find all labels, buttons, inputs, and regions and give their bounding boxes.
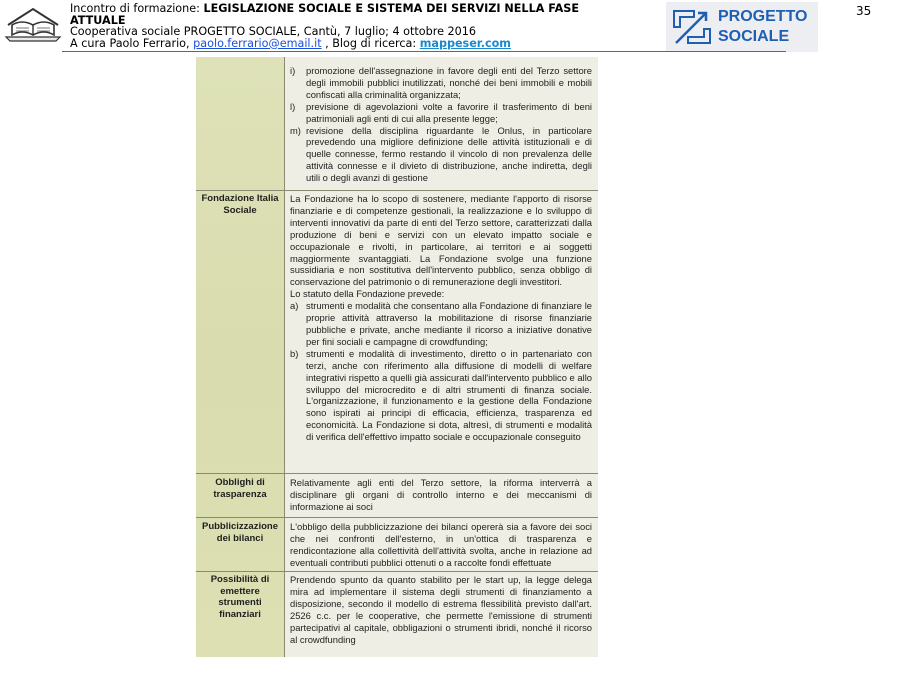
row-text-trasparenza: Relativamente agli enti del Terzo settore, la riforma interverrà a disciplinare gli organi di controllo interno e dei meccanismi di informazione ai soci <box>290 477 592 512</box>
row-divider <box>196 571 598 572</box>
header-line-2: ATTUALE <box>70 13 126 27</box>
logo-word-progetto: PROGETTO <box>718 8 808 25</box>
row-divider <box>196 517 598 518</box>
column-divider <box>284 57 285 657</box>
slide-header <box>70 3 650 49</box>
progetto-sociale-logo <box>666 2 818 52</box>
list-item: i) promozione dell'assegnazione in favore degli enti del Terzo settore degli immobili pubblici inutilizzati, nonché dei beni immobili e mobili confiscati alla criminalità organizzata; <box>290 65 592 100</box>
arrow-logo-icon <box>668 3 716 51</box>
course-title: LEGISLAZIONE SOCIALE E SISTEMA DEI SERVIZI NELLA FASE <box>203 2 579 15</box>
row-divider <box>196 190 598 191</box>
row-text-bilanci: L'obbligo della pubblicizzazione dei bilanci opererà sia a favore dei soci che nei confronti dell'esterno, in un'ottica di trasparenza e rendicontazione alla collettività dell'attività svolta, anche in relazione ad eventuali contributi pubblici ottenuti o a raccolte fondi effettuate <box>290 521 592 568</box>
list-item: m) revisione della disciplina riguardante le Onlus, in particolare prevedendo una migliore definizione delle attività istituzionali e di quelle connesse, fermo restando il vincolo di non prevalenza delle attività connesse e il divieto di distribuzione, anche indiretta, degli utili o degli avanzi di gestione <box>290 124 592 184</box>
blog-link[interactable]: mappeser.com <box>419 36 511 50</box>
row-label-strumenti: Possibilità di emettere strumenti finanziari <box>210 574 270 620</box>
list-item: l) previsione di agevolazioni volte a favorire il trasferimento di beni patrimoniali agli enti di cui alla presente legge; <box>290 100 592 124</box>
header-line-3: Cooperativa sociale PROGETTO SOCIALE, Cantù, 7 luglio; 4 ottobre 2016 <box>70 25 476 38</box>
row-continuation-items <box>290 65 592 184</box>
row-text-strumenti: Prendendo spunto da quanto stabilito per le start up, la legge delega mira ad implementare il sistema degli strumenti di finanziamento a disposizione, secondo il modello di estrema flessibilità previsto dall'art. 2526 c.c. per le cooperative, che permette l'emissione di strumenti partecipativi al capitale, obbligazioni o strumenti ibridi, nonché il ricorso al crowdfunding <box>290 574 592 645</box>
row-text-fondazione: La Fondazione ha lo scopo di sostenere, mediante l'apporto di risorse finanziarie e di competenze gestionali, la realizzazione e lo sviluppo di interventi innovativi da parte di enti del Terzo settore, caratterizzati dalla produzione di beni e servizi con un elevato impatto sociale e occupazionale e rivolti, in particolare, ai territori e ai soggetti maggiormente svantaggiati. La Fondazione svolge una funzione sussidiaria e non sostitutiva dell'intervento pubblico, senza obbligo di conservazione del patrimonio o di remunerazione degli investitori. Lo statuto della Fondazione prevede: a) strumenti e modalità che consentano alla Fondazione di finanziare le proprie attività attraverso la mobilitazione di risorse finanziarie pubbliche e private, anche mediante il ricorso a iniziative donative per fini sociali e campagne di crowdfunding; b) strumenti e modalità di investimento, diretto o in partenariato con terzi, anche con riferimento alla diffusione di modelli di welfare integrativi rispetto a quelli già assicurati dall'intervento pubblico e allo sviluppo del microcredito e di altri strumenti di finanza sociale. L'organizzazione, il funzionamento e la gestione della Fondazione sono ispirati ai principi di efficacia, efficienza, trasparenza ed economicità. La Fondazione si dota, altresì, di strumenti e modalità di verifica dell'effettivo impatto sociale e occupazionale conseguito <box>290 193 592 443</box>
list-item: b) strumenti e modalità di investimento, diretto o in partenariato con terzi, anche con riferimento alla diffusione di modelli di welfare integrativi rispetto a quelli già assicurati dall'intervento pubblico e allo sviluppo del microcredito e di altri strumenti di finanza sociale. L'organizzazione, il funzionamento e la gestione della Fondazione sono ispirati ai principi di efficacia, efficienza, trasparenza ed economicità. La Fondazione si dota, altresì, di strumenti e modalità di verifica dell'effettivo impatto sociale e occupazionale conseguito <box>290 347 592 443</box>
page-number: 35 <box>856 4 872 18</box>
row-label-fondazione: Fondazione Italia Sociale <box>201 193 279 216</box>
header-line-4: A cura Paolo Ferrario, paolo.ferrario@email.it , Blog di ricerca: mappeser.com <box>70 36 511 50</box>
header-line-1: Incontro di formazione: LEGISLAZIONE SOCIALE E SISTEMA DEI SERVIZI NELLA FASE <box>70 2 579 15</box>
header-divider <box>62 51 786 52</box>
row-label-bilanci: Pubblicizzazione dei bilanci <box>201 521 278 544</box>
scanned-table <box>196 57 598 657</box>
logo-word-sociale: SOCIALE <box>718 28 790 45</box>
row-divider <box>196 473 598 474</box>
label-column-background <box>196 57 284 657</box>
book-logo-icon <box>4 3 62 43</box>
list-item: a) strumenti e modalità che consentano alla Fondazione di finanziare le proprie attività attraverso la mobilitazione di risorse finanziarie pubbliche e private, anche mediante il ricorso a iniziative donative per fini sociali e campagne di crowdfunding; <box>290 300 592 347</box>
email-link[interactable]: paolo.ferrario@email.it <box>193 36 322 50</box>
row-label-trasparenza: Obblighi di trasparenza <box>213 477 267 500</box>
